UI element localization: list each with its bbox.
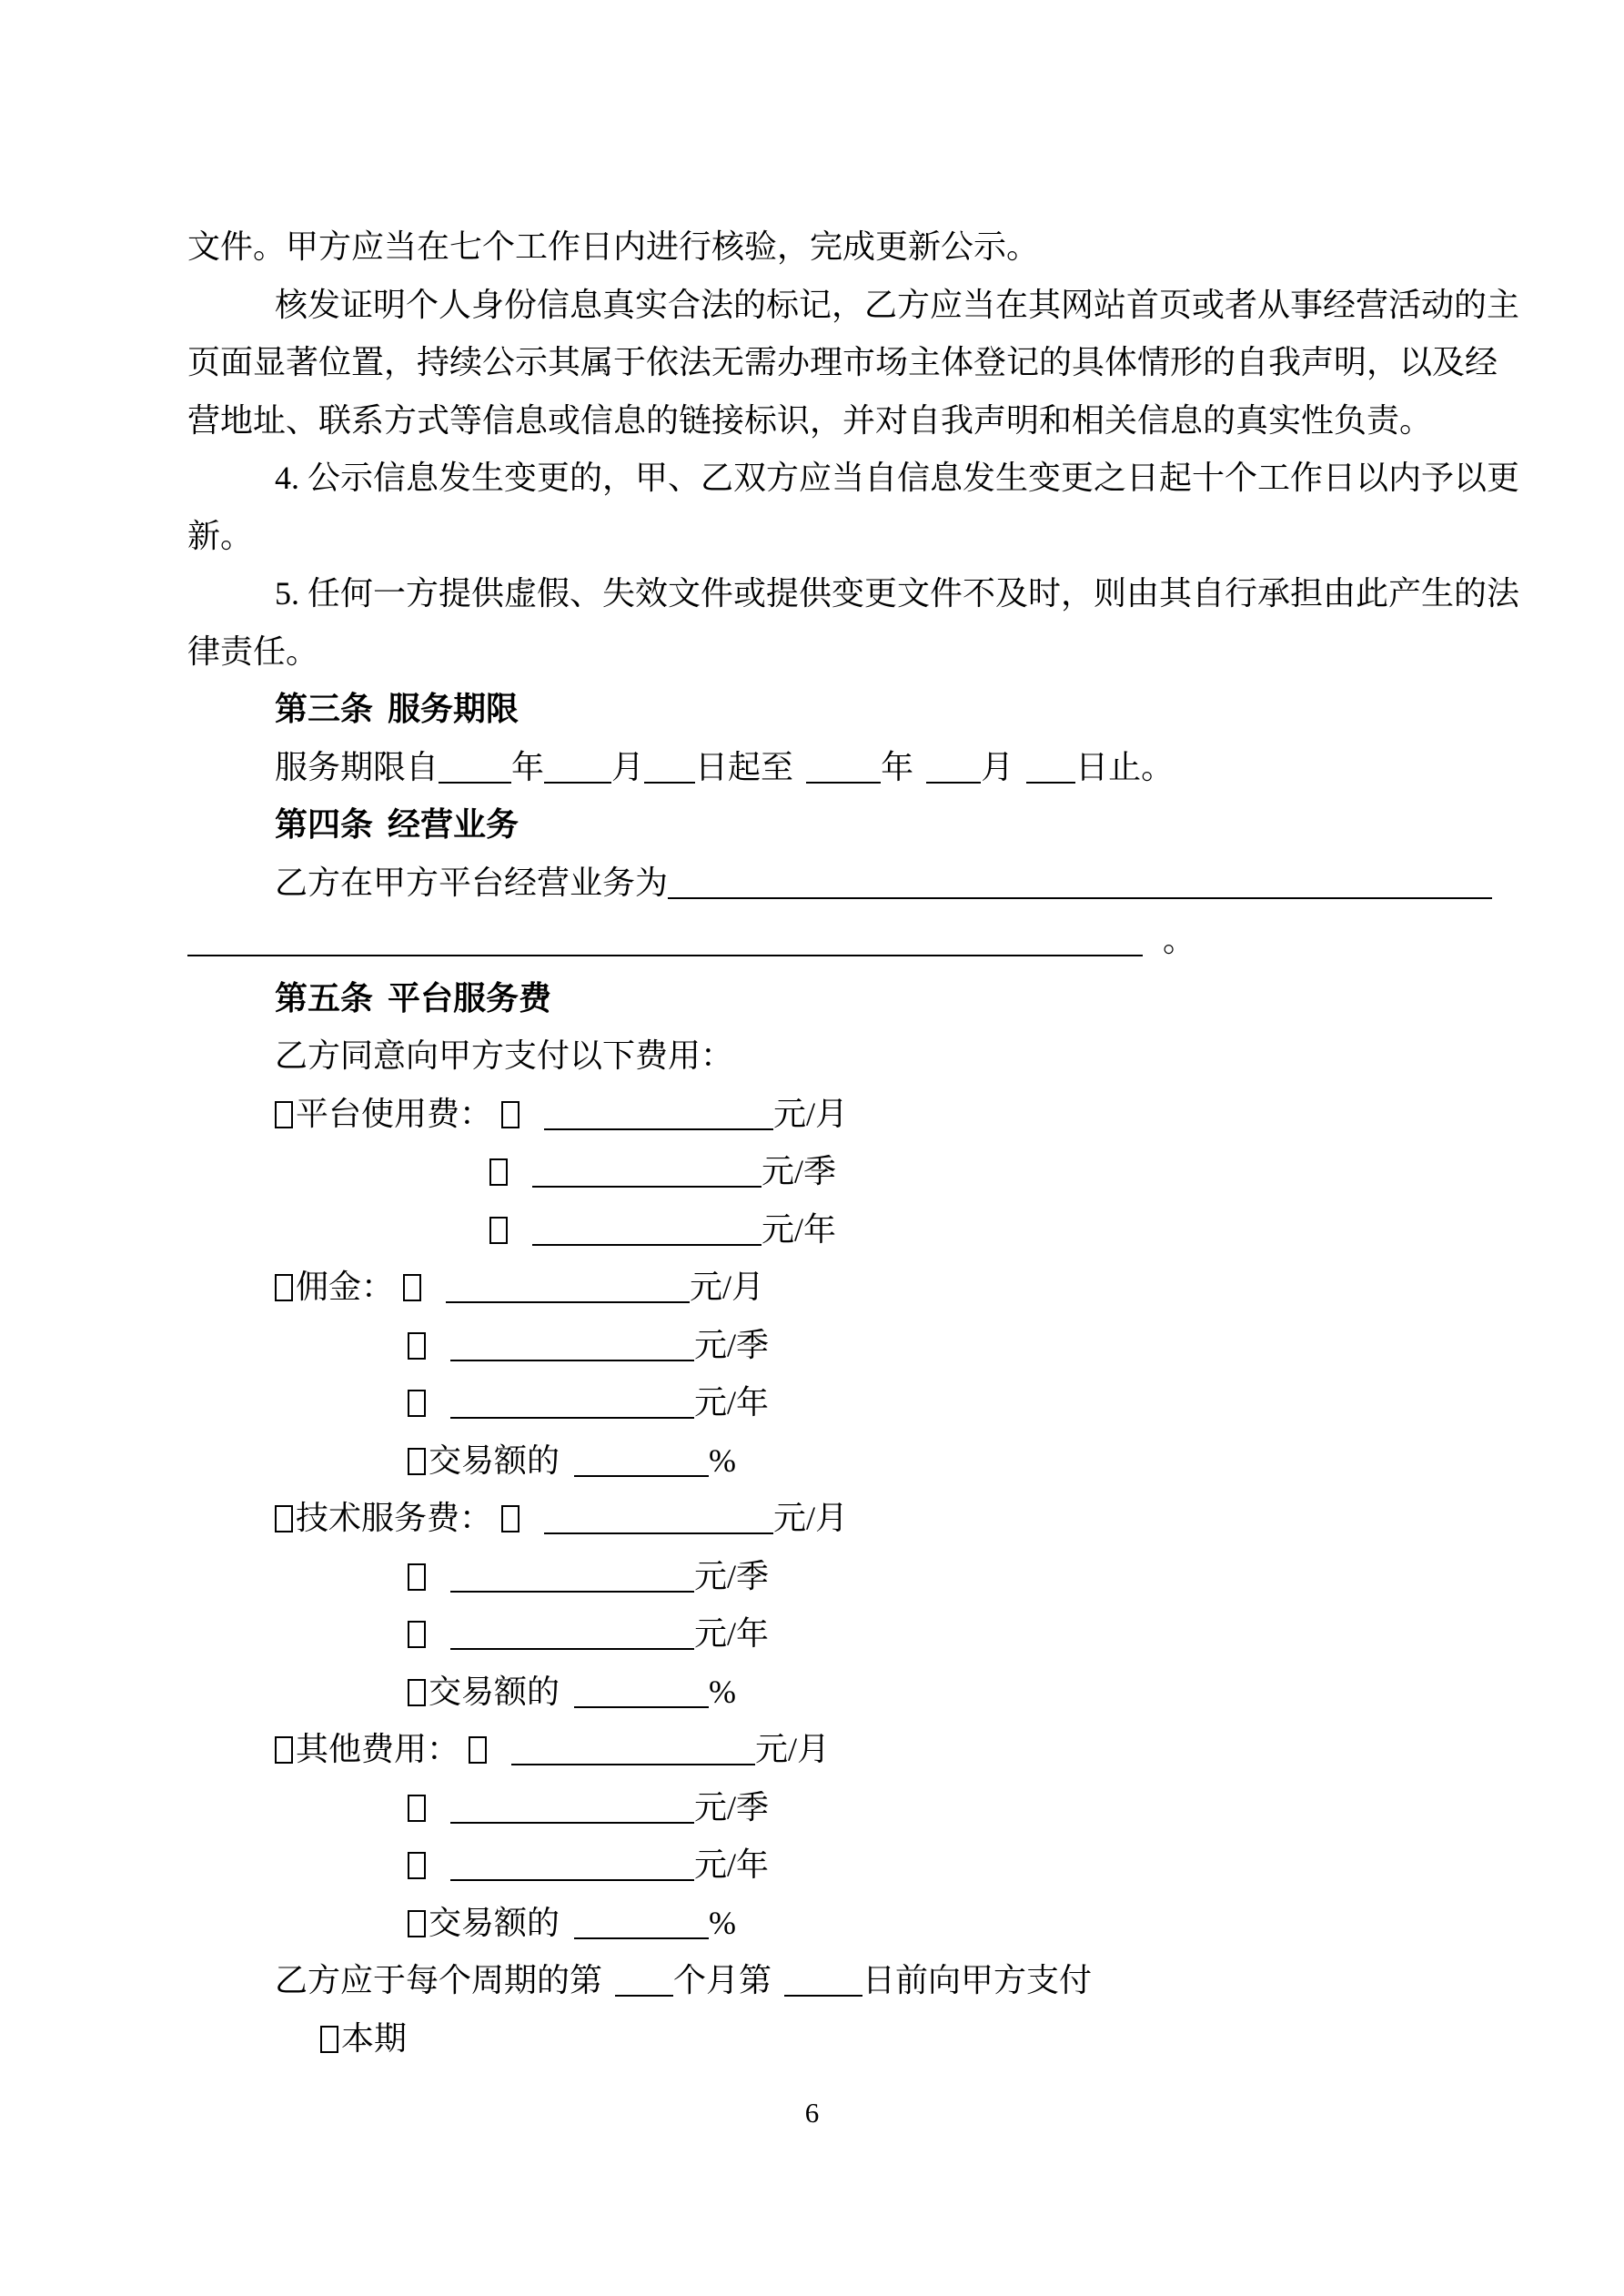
fee-other-percent <box>187 1895 1492 1953</box>
spacer <box>1143 950 1163 951</box>
document-body <box>187 218 1520 2068</box>
text-run: 新。 <box>187 517 254 554</box>
text-run: 元/月 <box>773 1500 849 1536</box>
spacer <box>459 1759 469 1760</box>
checkbox-icon[interactable] <box>469 1736 487 1764</box>
fee-commission-year <box>187 1374 1492 1432</box>
text-run: 交易额的 <box>429 1673 560 1710</box>
text-run: 律责任。 <box>187 632 319 670</box>
line-payment-cycle <box>187 1952 1492 2010</box>
text-run: 服务期限 <box>388 691 519 727</box>
text-run: 日止。 <box>1075 748 1175 785</box>
line-current-period <box>187 2010 1492 2068</box>
checkbox-icon[interactable] <box>403 1274 421 1301</box>
blank-field[interactable] <box>450 1332 694 1361</box>
blank-field[interactable] <box>806 754 881 784</box>
text-run: 交易额的 <box>429 1441 560 1479</box>
text-run: 元/年 <box>694 1615 770 1652</box>
blank-field[interactable] <box>574 1679 709 1708</box>
text-run: 元/季 <box>694 1557 770 1594</box>
line-service-term <box>187 739 1492 797</box>
checkbox-icon[interactable] <box>408 1390 426 1417</box>
spacer <box>424 1297 446 1298</box>
spacer <box>602 1990 615 1991</box>
spacer <box>394 1297 403 1298</box>
text-run: 月 <box>611 748 645 785</box>
text-run: 元/季 <box>762 1153 837 1189</box>
text-run: 乙方同意向甲方支付以下费用： <box>275 1037 734 1074</box>
text-run: 第三条 <box>275 691 374 727</box>
blank-field[interactable] <box>450 1795 694 1824</box>
fee-tech-year <box>187 1605 1492 1664</box>
spacer <box>492 1124 501 1125</box>
blank-field[interactable] <box>1026 754 1075 784</box>
checkbox-icon[interactable] <box>275 1505 293 1532</box>
para-update-verify <box>187 218 1492 277</box>
blank-field[interactable] <box>511 1736 755 1765</box>
para-item5-1 <box>187 565 1520 623</box>
fee-other-month <box>187 1721 1492 1779</box>
spacer <box>373 719 388 720</box>
text-run: 乙方应于每个周期的第 <box>275 1962 603 1998</box>
checkbox-icon[interactable] <box>408 1448 426 1475</box>
fee-other-quarter <box>187 1779 1492 1837</box>
spacer <box>560 1702 574 1703</box>
text-run: 交易额的 <box>429 1904 560 1941</box>
checkbox-icon[interactable] <box>489 1158 508 1186</box>
checkbox-icon[interactable] <box>408 1679 426 1706</box>
text-run: 元/年 <box>694 1384 770 1421</box>
line-business-2 <box>187 912 1492 970</box>
spacer <box>429 1586 450 1587</box>
para-selfdeclare-1 <box>187 277 1520 335</box>
fee-commission-month <box>187 1259 1492 1317</box>
blank-field[interactable] <box>668 870 1492 899</box>
blank-field[interactable] <box>574 1910 709 1939</box>
text-run: 5. 任何一方提供虚假、失效文件或提供变更文件不及时，则由其自行承担由此产生的法 <box>275 575 1520 612</box>
checkbox-icon[interactable] <box>489 1217 508 1244</box>
blank-field[interactable] <box>544 1101 773 1130</box>
text-run: 元/季 <box>694 1326 770 1363</box>
blank-field[interactable] <box>574 1448 709 1477</box>
checkbox-icon[interactable] <box>408 1563 426 1591</box>
checkbox-icon[interactable] <box>501 1505 519 1532</box>
text-run: 平台使用费： <box>296 1095 493 1132</box>
spacer <box>560 1933 574 1934</box>
text-run: 核发证明个人身份信息真实合法的标记，乙方应当在其网站首页或者从事经营活动的主 <box>275 286 1520 323</box>
blank-field[interactable] <box>615 1967 673 1997</box>
spacer <box>429 1875 450 1876</box>
text-run: 日前向甲方支付 <box>862 1962 1093 1998</box>
spacer <box>510 1239 532 1240</box>
checkbox-icon[interactable] <box>408 1621 426 1648</box>
checkbox-icon[interactable] <box>408 1795 426 1822</box>
spacer <box>492 1528 501 1529</box>
checkbox-icon[interactable] <box>408 1852 426 1879</box>
line-fee-intro <box>187 1027 1492 1086</box>
fee-platform-year <box>187 1201 1492 1259</box>
text-run: 平台服务费 <box>388 979 552 1017</box>
text-run: 乙方在甲方平台经营业务为 <box>275 864 669 901</box>
text-run: 元/月 <box>755 1731 831 1767</box>
spacer <box>429 1355 450 1356</box>
text-run: 第五条 <box>275 979 374 1017</box>
fee-tech-percent <box>187 1664 1492 1722</box>
text-run: 页面显著位置，持续公示其属于依法无需办理市场主体登记的具体情形的自我声明，以及经 <box>187 344 1498 380</box>
spacer <box>489 1759 511 1760</box>
text-run: 元/月 <box>690 1269 765 1305</box>
text-run: 元/季 <box>694 1788 770 1826</box>
fee-commission-percent <box>187 1432 1492 1491</box>
fee-tech-month <box>187 1490 1492 1548</box>
text-run: 个月第 <box>673 1962 772 1998</box>
text-run: 。 <box>1163 922 1196 958</box>
text-run: 本期 <box>341 2019 408 2057</box>
fee-platform-month <box>187 1086 1492 1144</box>
blank-field[interactable] <box>450 1621 694 1650</box>
spacer <box>510 1181 532 1182</box>
text-run: 技术服务费： <box>296 1500 493 1536</box>
checkbox-icon[interactable] <box>275 1274 293 1301</box>
text-run: 服务期限自 <box>275 748 439 785</box>
text-run: 第四条 <box>275 806 374 843</box>
spacer <box>522 1124 544 1125</box>
blank-field[interactable] <box>544 1505 773 1534</box>
blank-field[interactable] <box>450 1390 694 1419</box>
spacer <box>429 1817 450 1818</box>
text-run: 文件。甲方应当在七个工作日内进行核验，完成更新公示。 <box>187 228 1040 265</box>
para-selfdeclare-2 <box>187 334 1498 392</box>
para-selfdeclare-3 <box>187 392 1492 450</box>
spacer <box>1014 777 1026 778</box>
text-run: 月 <box>981 748 1014 785</box>
spacer <box>429 1412 450 1413</box>
para-item5-2 <box>187 623 1492 682</box>
blank-field[interactable] <box>450 1852 694 1881</box>
checkbox-icon[interactable] <box>501 1101 519 1128</box>
spacer <box>772 1990 784 1991</box>
text-run: 年 <box>881 748 914 785</box>
text-run: 元/月 <box>773 1095 849 1132</box>
blank-field[interactable] <box>439 754 511 784</box>
blank-field[interactable] <box>532 1217 762 1246</box>
blank-field[interactable] <box>784 1967 862 1997</box>
fee-tech-quarter <box>187 1548 1492 1606</box>
text-run: % <box>709 1673 737 1710</box>
blank-field[interactable] <box>187 927 1143 956</box>
text-run: 佣金： <box>296 1269 395 1305</box>
checkbox-icon[interactable] <box>275 1101 293 1128</box>
text-run: 经营业务 <box>388 806 519 843</box>
blank-field[interactable] <box>926 754 981 784</box>
fee-platform-quarter <box>187 1143 1492 1201</box>
spacer <box>522 1528 544 1529</box>
para-item4-2 <box>187 508 1492 566</box>
fee-other-year <box>187 1836 1492 1895</box>
text-run: % <box>709 1904 737 1941</box>
text-run: % <box>709 1441 737 1479</box>
text-run: 年 <box>511 748 545 785</box>
text-run: 元/年 <box>694 1846 770 1883</box>
spacer <box>373 834 388 835</box>
blank-field[interactable] <box>446 1274 690 1303</box>
checkbox-icon[interactable] <box>408 1910 426 1937</box>
line-business-1 <box>187 855 1492 913</box>
heading-article-5 <box>187 970 1492 1028</box>
heading-article-3 <box>187 681 1492 739</box>
para-item4-1 <box>187 450 1520 508</box>
checkbox-icon[interactable] <box>275 1736 293 1764</box>
spacer <box>793 777 806 778</box>
fee-commission-quarter <box>187 1317 1492 1375</box>
blank-field[interactable] <box>644 754 695 784</box>
blank-field[interactable] <box>544 754 611 784</box>
spacer <box>913 777 926 778</box>
checkbox-icon[interactable] <box>320 2026 338 2053</box>
spacer <box>373 1008 388 1009</box>
spacer <box>560 1471 574 1472</box>
blank-field[interactable] <box>450 1563 694 1593</box>
heading-article-4 <box>187 796 1492 855</box>
text-run: 其他费用： <box>296 1731 460 1767</box>
text-run: 4. 公示信息发生变更的，甲、乙双方应当自信息发生变更之日起十个工作日以内予以更 <box>275 460 1520 496</box>
text-run: 营地址、联系方式等信息或信息的链接标识，并对自我声明和相关信息的真实性负责。 <box>187 401 1433 439</box>
page-number: 6 <box>804 2097 820 2129</box>
text-run: 元/年 <box>762 1210 837 1248</box>
text-run: 日起至 <box>695 748 794 785</box>
blank-field[interactable] <box>532 1158 762 1188</box>
checkbox-icon[interactable] <box>408 1332 426 1360</box>
